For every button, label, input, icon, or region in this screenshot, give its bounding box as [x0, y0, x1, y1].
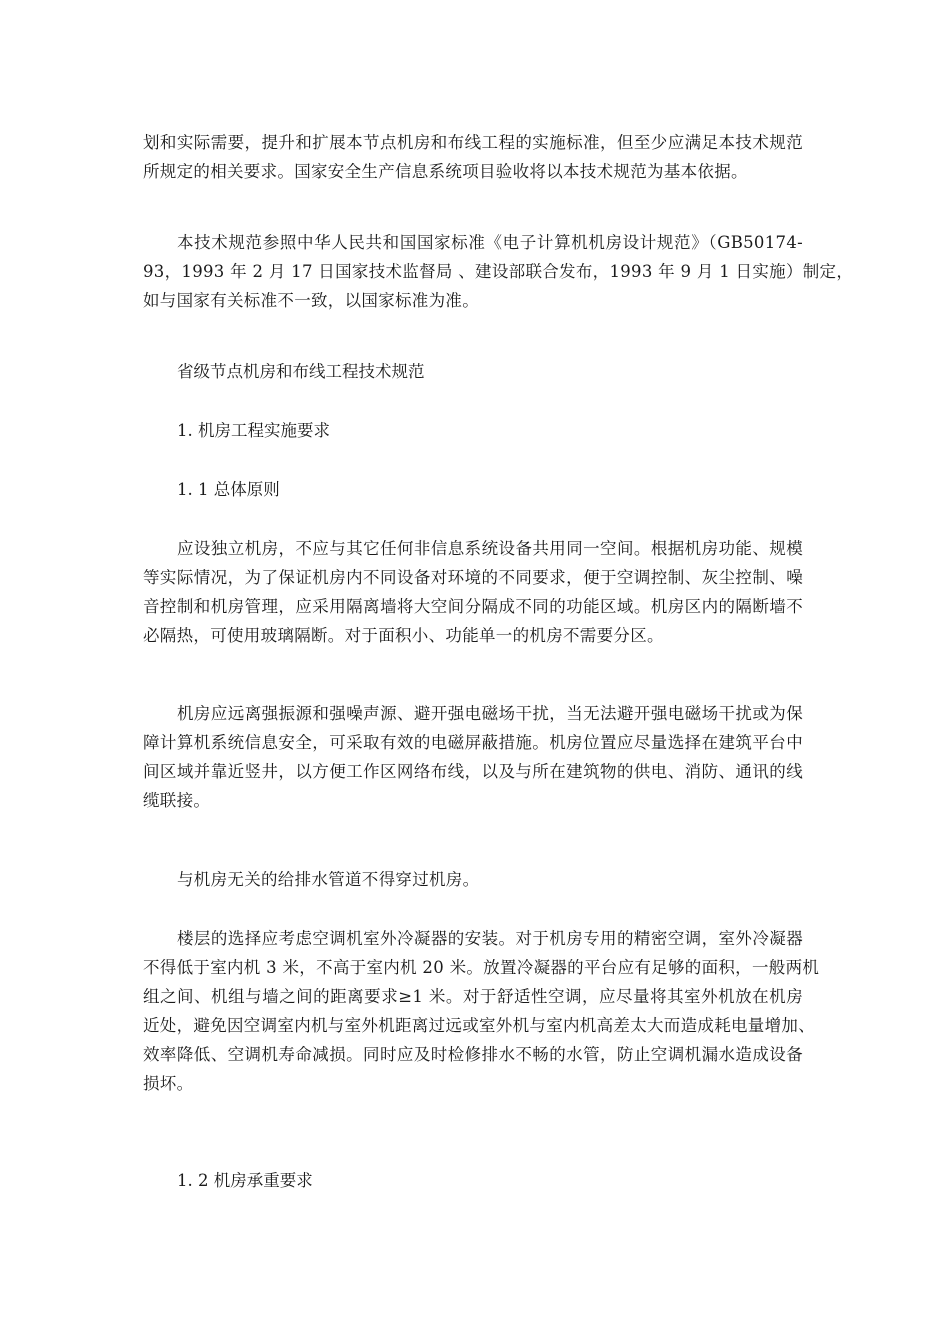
text-line: 机房应远离强振源和强噪声源、避开强电磁场干扰，当无法避开强电磁场干扰或为保	[177, 704, 803, 723]
paragraph-independent-room	[143, 534, 803, 650]
text-line: 应设独立机房，不应与其它任何非信息系统设备共用同一空间。根据机房功能、规模	[177, 539, 803, 558]
text-line: 所规定的相关要求。国家安全生产信息系统项目验收将以本技术规范为基本依据。	[143, 162, 748, 181]
text-line: 楼层的选择应考虑空调机室外冷凝器的安装。对于机房专用的精密空调，室外冷凝器	[177, 929, 803, 948]
section-title: 省级节点机房和布线工程技术规范	[177, 362, 425, 381]
text-line: 组之间、机组与墙之间的距离要求≥1 米。对于舒适性空调，应尽量将其室外机放在机房	[143, 987, 803, 1006]
paragraph-water-pipes	[143, 865, 803, 894]
text-line: 损坏。	[143, 1074, 194, 1093]
text-line: 划和实际需要，提升和扩展本节点机房和布线工程的实施标准，但至少应满足本技术规范	[143, 133, 803, 152]
text-line: 等实际情况，为了保证机房内不同设备对环境的不同要求，便于空调控制、灰尘控制、噪	[143, 568, 803, 587]
paragraph-location	[143, 699, 803, 815]
text-line: 音控制和机房管理，应采用隔离墙将大空间分隔成不同的功能区域。机房区内的隔断墙不	[143, 597, 803, 616]
text-line: 间区域并靠近竖井，以方便工作区网络布线，以及与所在建筑物的供电、消防、通讯的线	[143, 762, 803, 781]
paragraph-intro-continuation	[143, 128, 803, 186]
text-line: 近处，避免因空调室内机与室外机距离过远或室外机与室内机高差太大而造成耗电量增加、	[143, 1016, 815, 1035]
text-line: 93，1993 年 2 月 17 日国家技术监督局 、建设部联合发布，1993 年 9 月 1 日实施）制定，	[143, 262, 854, 281]
heading-1: 1. 机房工程实施要求	[177, 421, 330, 440]
paragraph-floor-selection	[143, 924, 820, 1098]
paragraph-reference-standard	[143, 228, 854, 315]
text-line: 缆联接。	[143, 791, 211, 810]
text-line: 必隔热，可使用玻璃隔断。对于面积小、功能单一的机房不需要分区。	[143, 626, 664, 645]
text-line: 障计算机系统信息安全，可采取有效的电磁屏蔽措施。机房位置应尽量选择在建筑平台中	[143, 733, 803, 752]
heading-1-2: 1. 2 机房承重要求	[177, 1171, 313, 1190]
text-line: 本技术规范参照中华人民共和国国家标准《电子计算机机房设计规范》（GB50174-	[177, 233, 803, 252]
text-line: 如与国家有关标准不一致，以国家标准为准。	[143, 291, 479, 310]
text-line: 效率降低、空调机寿命减损。同时应及时检修排水不畅的水管，防止空调机漏水造成设备	[143, 1045, 803, 1064]
text-line: 不得低于室内机 3 米，不高于室内机 20 米。放置冷凝器的平台应有足够的面积，一般两机	[143, 958, 820, 977]
text-line: 与机房无关的给排水管道不得穿过机房。	[177, 870, 480, 889]
heading-1-1: 1. 1 总体原则	[177, 480, 280, 499]
